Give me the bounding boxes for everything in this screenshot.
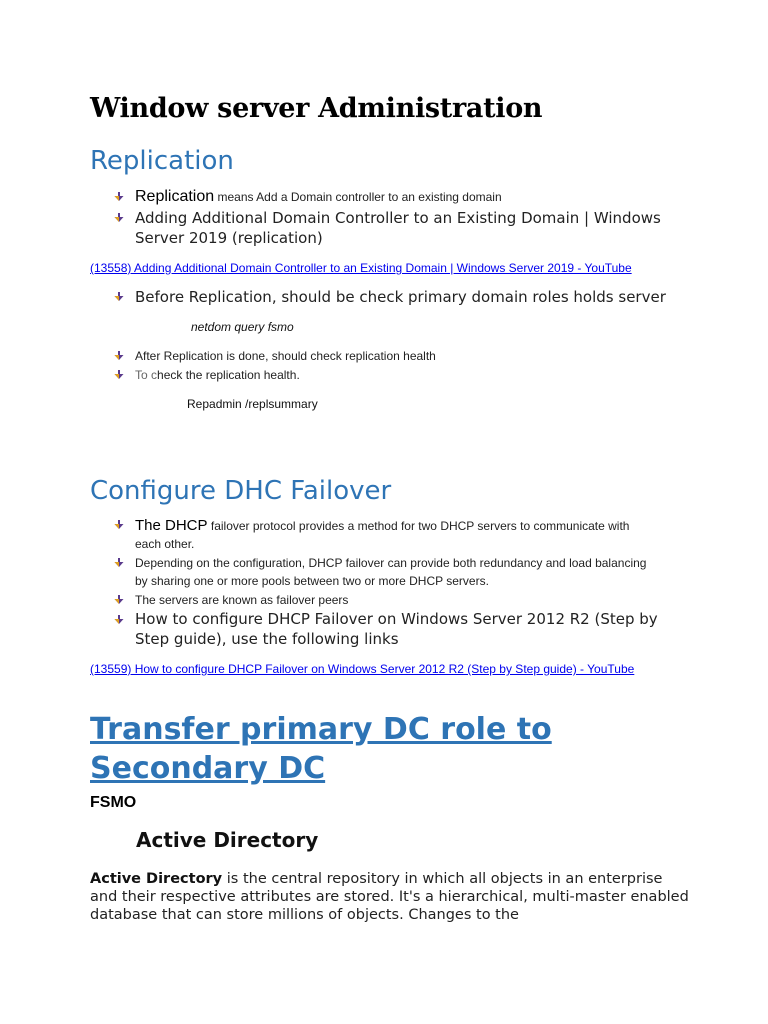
arrow-bullet-icon — [113, 519, 127, 533]
arrow-bullet-icon — [113, 350, 127, 364]
replication-bullet-2-line-2: Server 2019 (replication) — [135, 229, 323, 247]
active-directory-paragraph: Active Directory is the central repository in which all objects in an enterprise and their respective attributes are stored. It's a hierarchical, multi-master enabled database that can store millions of objects. Changes to the — [90, 871, 689, 923]
arrow-bullet-icon — [113, 614, 127, 628]
arrow-bullet-icon — [113, 369, 127, 383]
replication-bullet-2-line-1: Adding Additional Domain Controller to an Existing Domain | Windows — [135, 209, 661, 227]
transfer-heading-line-1: Transfer primary DC role to — [90, 712, 552, 747]
arrow-bullet-icon — [113, 557, 127, 571]
repadmin-command: Repadmin /replsummary — [187, 397, 318, 411]
replication-bullet-1: Replication means Add a Domain controller to an existing domain — [135, 188, 502, 205]
dhcp-bullet-1-line-1: The DHCP failover protocol provides a method for two DHCP servers to communicate with — [135, 517, 630, 534]
dhcp-bullet-1-line-2: each other. — [135, 537, 195, 551]
dhcp-heading: Configure DHC Failover — [90, 476, 392, 506]
arrow-bullet-icon — [113, 191, 127, 205]
transfer-heading-line-2: Secondary DC — [90, 751, 326, 786]
arrow-bullet-icon — [113, 594, 127, 608]
dhcp-bullet-4-line-1: How to configure DHCP Failover on Windows Server 2012 R2 (Step by — [135, 610, 658, 628]
fsmo-label: FSMO — [90, 794, 137, 811]
dhcp-bullet-2-line-1: Depending on the configuration, DHCP failover can provide both redundancy and load balancing — [135, 556, 647, 570]
replication-bullet-5: To check the replication health. — [135, 368, 300, 382]
replication-bullet-4: After Replication is done, should check replication health — [135, 349, 436, 363]
dhcp-youtube-link[interactable]: (13559) How to configure DHCP Failover on Windows Server 2012 R2 (Step by Step guide) - YouTube — [90, 662, 635, 676]
replication-bullet-3: Before Replication, should be check primary domain roles holds server — [135, 288, 666, 306]
replication-heading: Replication — [90, 146, 234, 176]
arrow-bullet-icon — [113, 212, 127, 226]
arrow-bullet-icon — [113, 291, 127, 305]
active-directory-heading: Active Directory — [136, 828, 319, 852]
dhcp-bullet-3: The servers are known as failover peers — [135, 593, 349, 607]
dhcp-bullet-2-line-2: by sharing one or more pools between two or more DHCP servers. — [135, 574, 489, 588]
document-title: Window server Administration — [90, 93, 543, 124]
dhcp-bullet-4-line-2: Step guide), use the following links — [135, 630, 399, 648]
replication-youtube-link[interactable]: (13558) Adding Additional Domain Controller to an Existing Domain | Windows Server 2019 - YouTube — [90, 261, 632, 275]
netdom-command: netdom query fsmo — [191, 320, 294, 334]
